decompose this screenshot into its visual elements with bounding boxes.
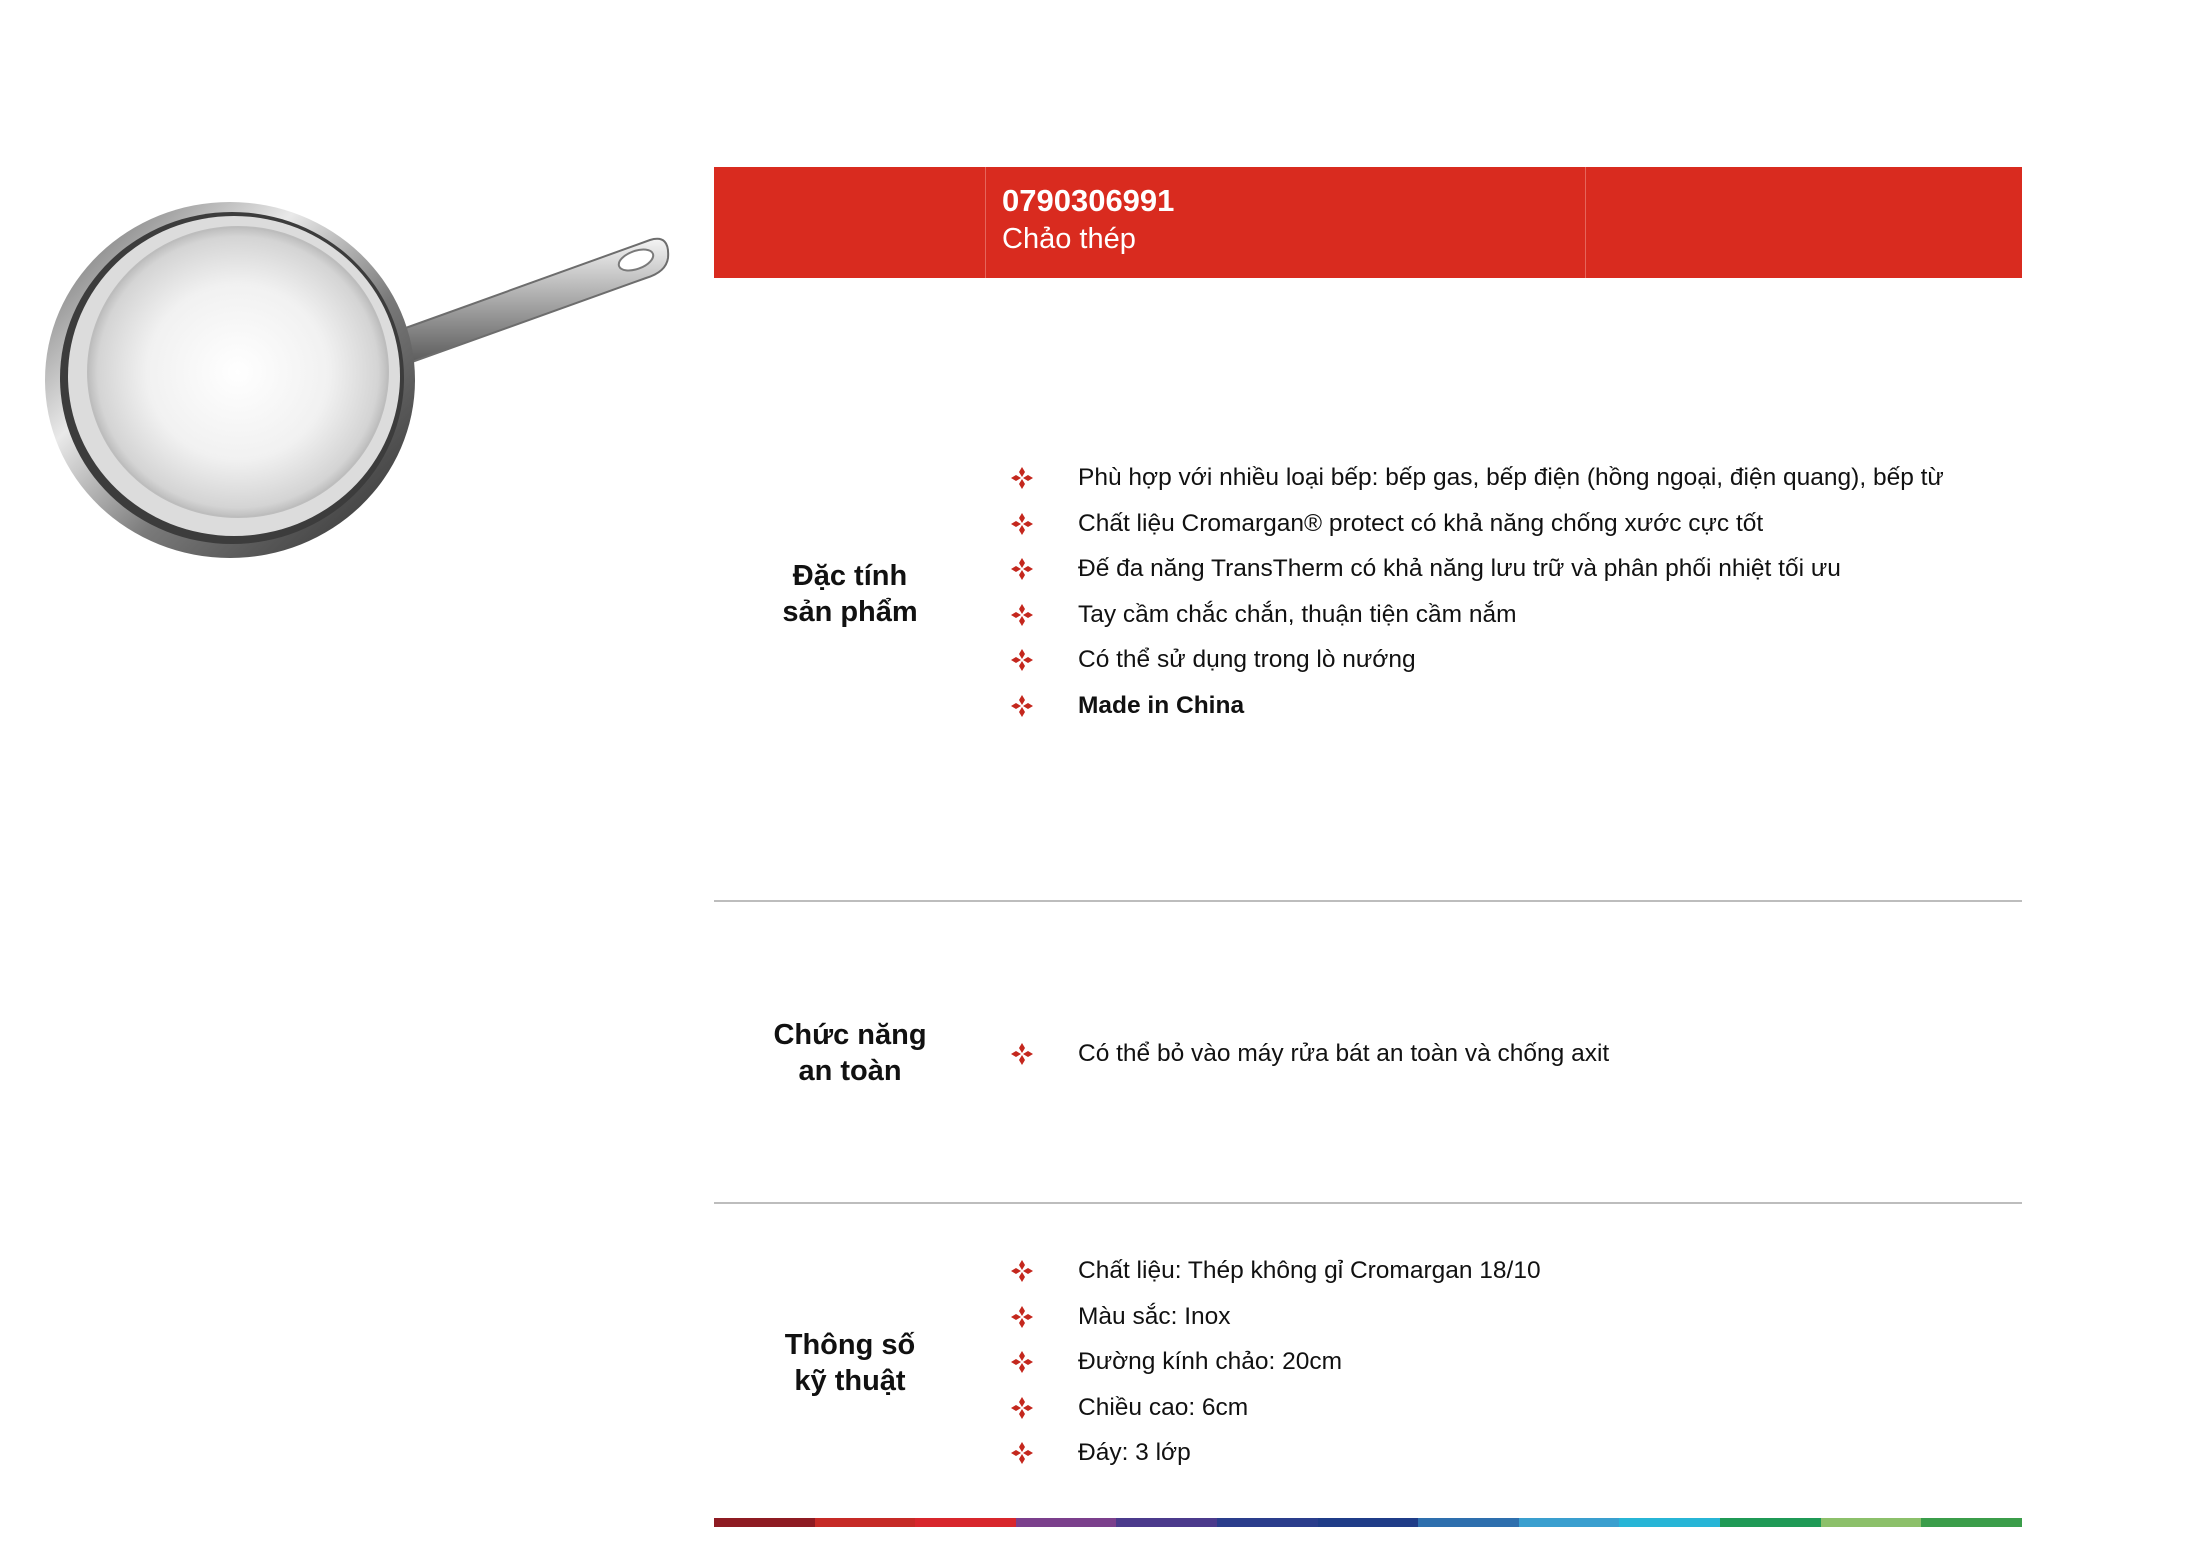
section-label-line: Chức năng [773, 1019, 927, 1051]
list-item-text: Chất liệu Cromargan® protect có khả năng chống xước cực tốt [1078, 509, 1764, 537]
list-item-text: Made in China [1078, 691, 1245, 719]
product-header [714, 167, 2022, 278]
diamond-ornament-icon [1010, 1396, 1034, 1420]
list-item-text: Màu sắc: Inox [1078, 1302, 1231, 1330]
list-item-text: Chiều cao: 6cm [1078, 1393, 1249, 1421]
color-strip-segment [915, 1518, 1016, 1527]
header-divider [1585, 167, 1586, 278]
color-strip-segment [1921, 1518, 2022, 1527]
diamond-ornament-icon [1010, 694, 1034, 718]
list-item-text: Tay cầm chắc chắn, thuận tiện cầm nắm [1078, 600, 1517, 628]
diamond-ornament-icon [1010, 466, 1034, 490]
section-label-features [714, 558, 986, 630]
section-label-safety [714, 1017, 986, 1089]
section-divider [714, 1202, 2022, 1204]
diamond-ornament-icon [1010, 1259, 1034, 1283]
color-strip-segment [1016, 1518, 1117, 1527]
section-label-line: Thông số [784, 1329, 916, 1361]
header-divider [985, 167, 986, 278]
product-code: 0790306991 [1002, 183, 1175, 218]
diamond-ornament-icon [1010, 1305, 1034, 1329]
list-item-text: Chất liệu: Thép không gỉ Cromargan 18/10 [1078, 1257, 1541, 1284]
diamond-ornament-icon [1010, 603, 1034, 627]
color-strip-segment [1217, 1518, 1318, 1527]
list-item-text: Có thể bỏ vào máy rửa bát an toàn và chống axit [1078, 1040, 1610, 1067]
color-strip-segment [1619, 1518, 1720, 1527]
section-label-line: an toàn [798, 1055, 902, 1087]
color-strip-segment [714, 1518, 815, 1527]
list-item-text: Đế đa năng TransTherm có khả năng lưu trữ và phân phối nhiệt tối ưu [1078, 555, 1841, 582]
color-strip-segment [815, 1518, 916, 1527]
diamond-ornament-icon [1010, 1042, 1034, 1066]
color-strip-segment [1519, 1518, 1620, 1527]
list-item-text: Đáy: 3 lớp [1078, 1439, 1191, 1466]
list-item-text: Phù hợp với nhiều loại bếp: bếp gas, bếp điện (hồng ngoại, điện quang), bếp từ [1078, 464, 1944, 491]
diamond-ornament-icon [1010, 648, 1034, 672]
section-label-line: kỹ thuật [794, 1365, 906, 1397]
list-item-text: Có thể sử dụng trong lò nướng [1078, 646, 1416, 673]
color-strip-segment [1720, 1518, 1821, 1527]
color-strip-segment [1318, 1518, 1419, 1527]
diamond-ornament-icon [1010, 1441, 1034, 1465]
frying-pan-image [40, 180, 680, 600]
color-strip-segment [1821, 1518, 1922, 1527]
color-strip-segment [1418, 1518, 1519, 1527]
section-label-specs [714, 1327, 986, 1399]
list-item-text: Đường kính chảo: 20cm [1078, 1348, 1342, 1375]
product-name: Chảo thép [1002, 223, 1136, 255]
color-strip-segment [1116, 1518, 1217, 1527]
diamond-ornament-icon [1010, 512, 1034, 536]
section-label-line: Đặc tính [792, 560, 908, 592]
section-label-line: sản phẩm [782, 596, 918, 628]
diamond-ornament-icon [1010, 1350, 1034, 1374]
diamond-ornament-icon [1010, 557, 1034, 581]
brand-color-strip [714, 1518, 2022, 1527]
section-divider [714, 900, 2022, 902]
